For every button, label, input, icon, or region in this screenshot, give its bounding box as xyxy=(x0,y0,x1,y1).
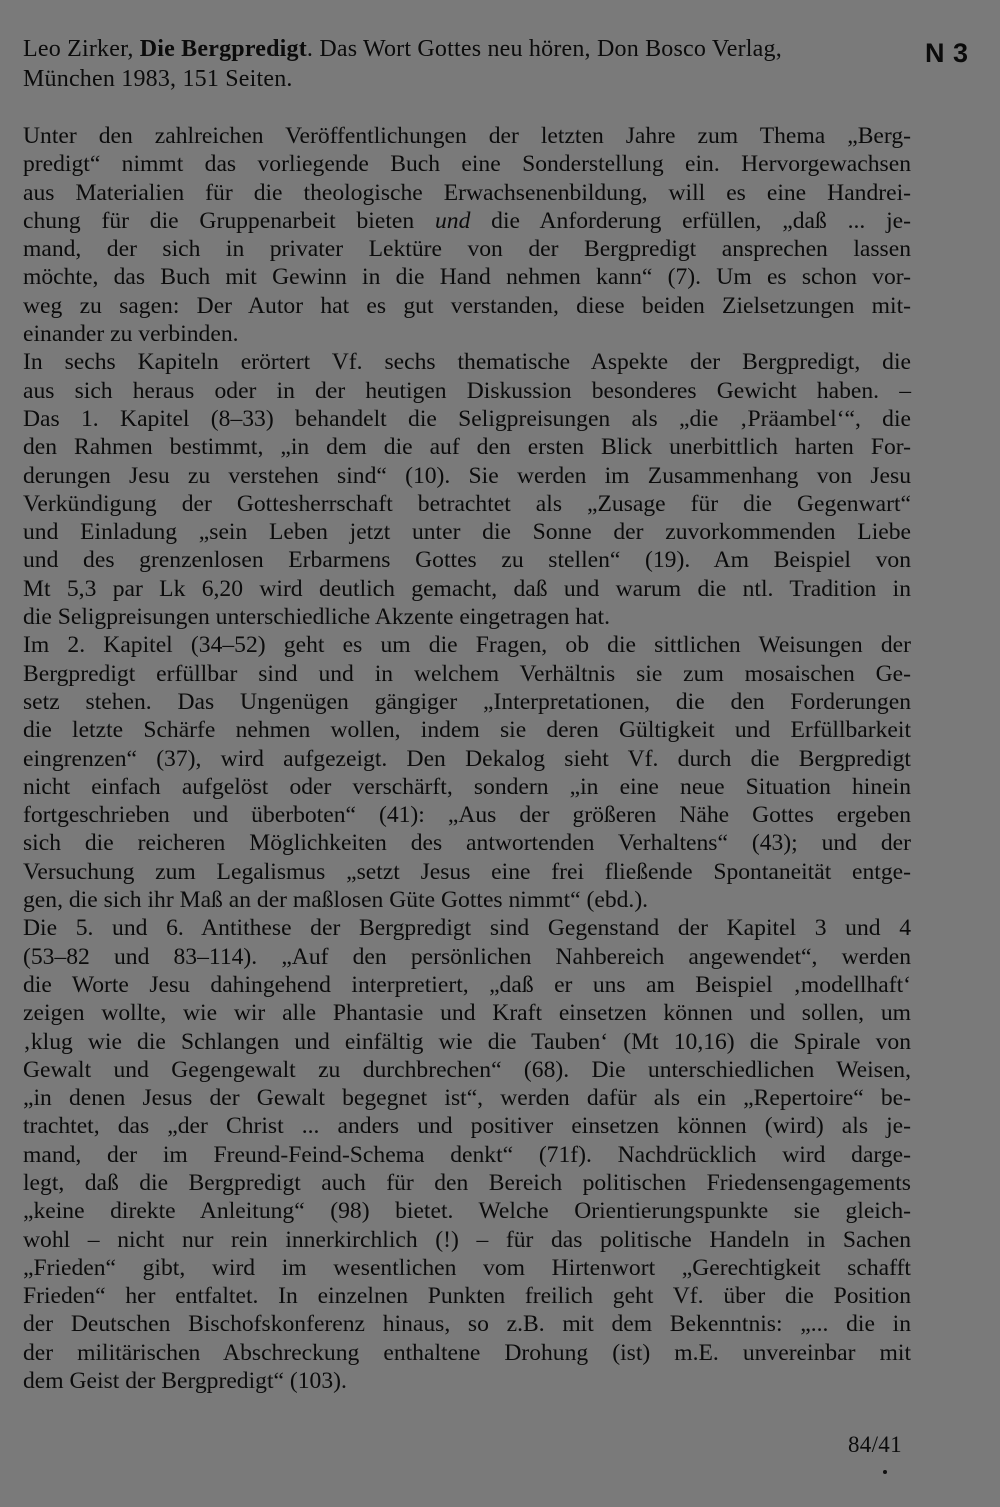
text-line: ‚klug wie die Schlangen und einfältig wie die Tauben‘ (Mt 10,16) die Spirale von xyxy=(23,1028,911,1055)
text-line: mand, der im Freund-Feind-Schema denkt“ (71f). Nachdrücklich wird darge- xyxy=(23,1141,911,1168)
text-line: dem Geist der Bergpredigt“ (103). xyxy=(23,1368,347,1395)
text-line: aus Materialien für die theologische Erwachsenenbildung, will es eine Handrei- xyxy=(23,179,911,206)
bibliographic-header xyxy=(23,34,918,94)
author: Leo Zirker, xyxy=(23,36,140,62)
book-title: Die Bergpredigt xyxy=(139,36,307,62)
text-line: derungen Jesu zu verstehen sind“ (10). Sie werden im Zusammenhang von Jesu xyxy=(23,462,911,489)
text-line: „Frieden“ gibt, wird im wesentlichen vom Hirtenwort „Gerechtigkeit schafft xyxy=(23,1254,911,1281)
text-line: setz stehen. Das Ungenügen gängiger „Interpretationen, die den Forderungen xyxy=(23,688,911,715)
text-line: Mt 5,3 par Lk 6,20 wird deutlich gemacht, daß und warum die ntl. Tradition in xyxy=(23,575,911,602)
emphasis: und xyxy=(434,207,471,234)
text-line: der Deutschen Bischofskonferenz hinaus, so z.B. mit dem Bekenntnis: „... die in xyxy=(23,1311,911,1338)
text-line xyxy=(23,207,911,235)
text-line: die letzte Schärfe nehmen wollen, indem sie deren Gültigkeit und Erfüllbarkeit xyxy=(23,717,911,744)
page-reference: 84/41 xyxy=(848,1432,902,1457)
text-line: weg zu sagen: Der Autor hat es gut verstanden, diese beiden Zielsetzungen mit- xyxy=(23,292,911,319)
text-line: „keine direkte Anleitung“ (98) bietet. Welche Orientierungspunkte sie gleich- xyxy=(23,1198,911,1225)
text-line: möchte, das Buch mit Gewinn in die Hand nehmen kann“ (7). Um es schon vor- xyxy=(23,264,911,291)
text-line: „in denen Jesus der Gewalt begegnet ist“, werden dafür als ein „Repertoire“ be- xyxy=(23,1085,911,1112)
text-line-part: die Anforderung erfüllen, „daß ... je- xyxy=(470,207,911,234)
section-code: N 3 xyxy=(925,38,969,68)
text-line: Gewalt und Gegengewalt zu durchbrechen“ (68). Die unterschiedlichen Weisen, xyxy=(23,1056,911,1083)
text-line: In sechs Kapiteln erörtert Vf. sechs thematische Aspekte der Bergpredigt, die xyxy=(23,349,911,376)
text-line: und Einladung „sein Leben jetzt unter die Sonne der zuvorkommenden Liebe xyxy=(23,519,911,546)
text-line: sich die reicheren Möglichkeiten des antwortenden Verhaltens“ (43); und der xyxy=(23,830,911,857)
text-line: gen, die sich ihr Maß an der maßlosen Güte Gottes nimmt“ (ebd.). xyxy=(23,887,649,914)
text-line: aus sich heraus oder in der heutigen Diskussion besonderes Gewicht haben. – xyxy=(23,377,911,404)
text-line: Versuchung zum Legalismus „setzt Jesus eine frei fließende Spontaneität entge- xyxy=(23,858,911,885)
text-line: legt, daß die Bergpredigt auch für den Bereich politischen Friedensengagements xyxy=(23,1169,911,1196)
text-line: Die 5. und 6. Antithese der Bergpredigt sind Gegenstand der Kapitel 3 und 4 xyxy=(23,915,911,942)
text-line: die Seligpreisungen unterschiedliche Akzente eingetragen hat. xyxy=(23,604,611,631)
text-line: Unter den zahlreichen Veröffentlichungen der letzten Jahre zum Thema „Berg- xyxy=(23,123,911,149)
text-line: der militärischen Abschreckung enthaltene Drohung (ist) m.E. unvereinbar mit xyxy=(23,1339,911,1366)
publication-place-year: München 1983, 151 Seiten. xyxy=(23,66,293,92)
text-line: zeigen wollte, wie wir alle Phantasie und Kraft einsetzen können und sollen, um xyxy=(23,1000,911,1027)
review-text xyxy=(23,122,911,1395)
text-line-part: chung für die Gruppenarbeit bieten xyxy=(23,207,435,234)
text-line: mand, der sich in privater Lektüre von der Bergpredigt ansprechen lassen xyxy=(23,236,911,263)
text-line: Verkündigung der Gottesherrschaft betrachtet als „Zusage für die Gegenwart“ xyxy=(23,490,911,517)
text-line: (53–82 und 83–114). „Auf den persönlichen Nahbereich angewendet“, werden xyxy=(23,943,911,970)
text-line: eingrenzen“ (37), wird aufgezeigt. Den Dekalog sieht Vf. durch die Bergpredigt xyxy=(23,745,911,772)
text-line: Im 2. Kapitel (34–52) geht es um die Fragen, ob die sittlichen Weisungen der xyxy=(23,632,911,659)
dot-mark xyxy=(883,1470,887,1474)
text-line: Frieden“ her entfaltet. In einzelnen Punkten freilich geht Vf. über die Position xyxy=(23,1283,911,1310)
text-line: predigt“ nimmt das vorliegende Buch eine Sonderstellung ein. Hervorgewachsen xyxy=(23,151,911,178)
publication-info: . Das Wort Gottes neu hören, Don Bosco Verlag, xyxy=(306,36,782,62)
text-line: einander zu verbinden. xyxy=(23,321,239,348)
text-line: wohl – nicht nur rein innerkirchlich (!) – für das politische Handeln in Sachen xyxy=(23,1226,911,1253)
text-line: nicht einfach aufgelöst oder verschärft, sondern „in eine neue Situation hinein xyxy=(23,773,911,800)
text-line: und des grenzenlosen Erbarmens Gottes zu stellen“ (19). Am Beispiel von xyxy=(23,547,911,574)
text-line: Das 1. Kapitel (8–33) behandelt die Seligpreisungen als „die ‚Präambel‘“, die xyxy=(23,405,911,432)
text-line: fortgeschrieben und überboten“ (41): „Aus der größeren Nähe Gottes ergeben xyxy=(23,802,911,829)
text-line: Bergpredigt erfüllbar sind und in welchem Verhältnis sie zum mosaischen Ge- xyxy=(23,660,911,687)
text-line: die Worte Jesu dahingehend interpretiert, „daß er uns am Beispiel ‚modellhaft‘ xyxy=(23,971,911,998)
text-line: den Rahmen bestimmt, „in dem die auf den ersten Blick unerbittlich harten For- xyxy=(23,434,911,461)
text-line: trachtet, das „der Christ ... anders und positiver einsetzen können (wird) als je- xyxy=(23,1113,911,1140)
